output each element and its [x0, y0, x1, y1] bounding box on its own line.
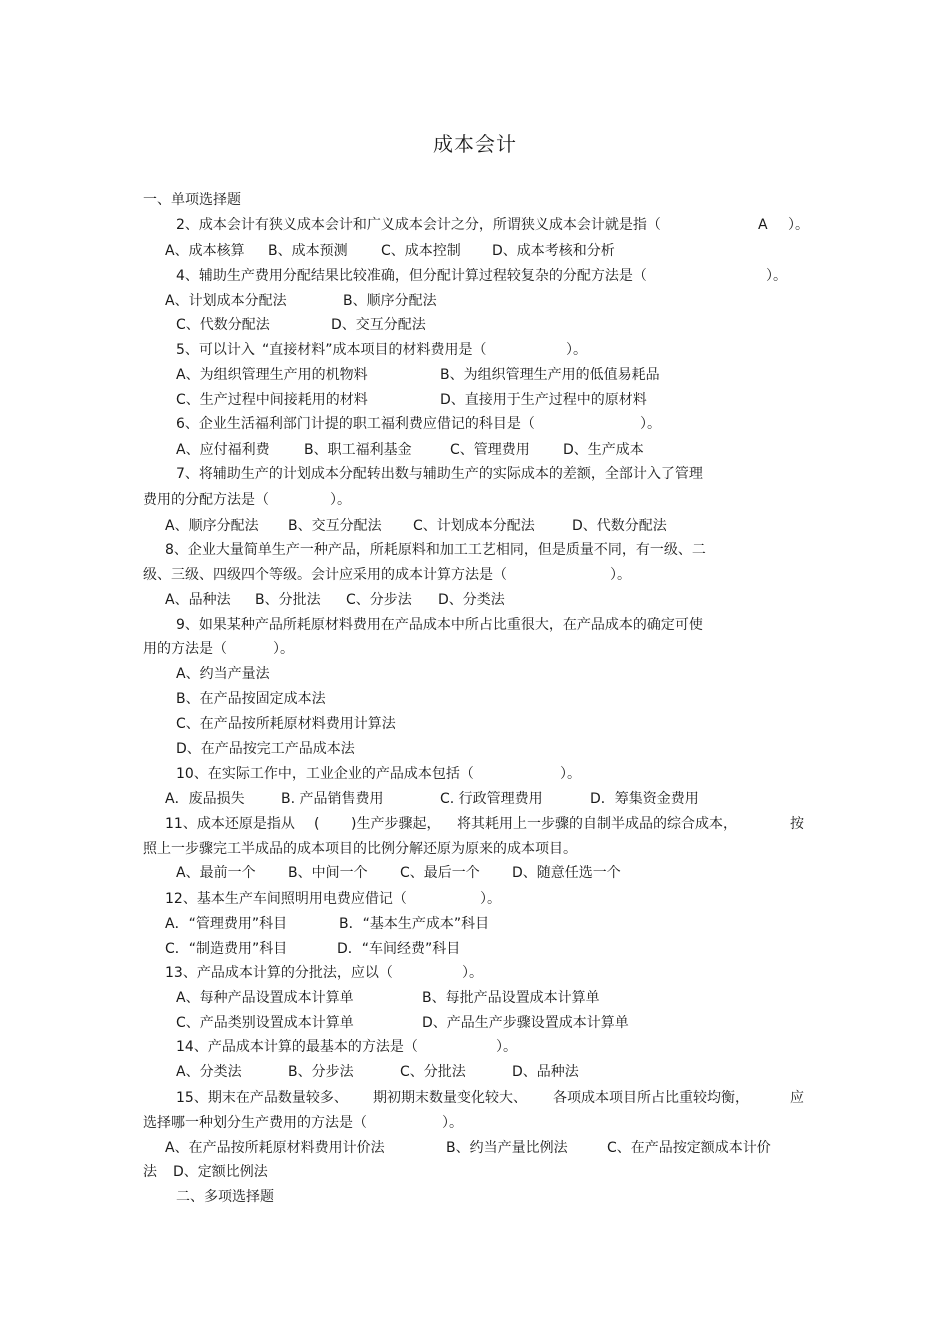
question-7-close: ）。: [330, 492, 351, 508]
page-title: 成本会计: [433, 132, 517, 156]
question-15-option-a: A、在产品按所耗原材料费用计价法: [165, 1140, 385, 1156]
question-5-option-a: A、为组织管理生产用的机物料: [176, 367, 368, 383]
question-12-option-c: C．“制造费用”科目: [165, 941, 288, 957]
question-6-option-d: D、生产成本: [563, 442, 644, 458]
question-15-option-d: D、定额比例法: [173, 1164, 268, 1180]
question-10-stem: 10、在实际工作中，工业企业的产品成本包括（: [176, 766, 474, 782]
question-7-option-b: B、交互分配法: [288, 518, 382, 534]
question-14-option-a: A、分类法: [176, 1064, 242, 1080]
question-2-close: ）。: [788, 217, 809, 233]
question-8-line-2: 级、三级、四级四个等级。会计应采用的成本计算方法是（: [143, 567, 507, 583]
question-7-option-c: C、计划成本分配法: [413, 518, 535, 534]
question-11-line-2: 照上一步骤完工半成品的成本项目的比例分解还原为原来的成本项目。: [143, 841, 577, 857]
question-13-stem: 13、产品成本计算的分批法，应以（: [165, 965, 393, 981]
question-5-option-b: B、为组织管理生产用的低值易耗品: [440, 367, 660, 383]
question-15-option-c: C、在产品按定额成本计价: [607, 1140, 771, 1156]
question-8-option-d: D、分类法: [438, 592, 505, 608]
question-7-line-1: 7、将辅助生产的计划成本分配转出数与辅助生产的实际成本的差额，全部计入了管理: [176, 466, 703, 482]
question-2-answer: A: [758, 217, 768, 233]
question-11-line-1d: 将其耗用上一步骤的自制半成品的综合成本，: [457, 816, 737, 832]
question-13-option-c: C、产品类别设置成本计算单: [176, 1015, 354, 1031]
question-15-option-b: B、约当产量比例法: [446, 1140, 568, 1156]
question-2-option-c: C、成本控制: [381, 243, 461, 259]
question-6-option-b: B、职工福利基金: [304, 442, 412, 458]
question-11-line-1c: )生产步骤起，: [351, 816, 441, 832]
question-8-line-1: 8、企业大量简单生产一种产品，所耗原料和加工工艺相同，但是质量不同，有一级、二: [165, 542, 706, 558]
question-15-option-c-cont: 法: [143, 1164, 157, 1180]
question-15-line-2: 选择哪一种划分生产费用的方法是（: [143, 1115, 367, 1131]
question-5-stem-b: “直接材料”成本项目的材料费用是（: [262, 342, 487, 358]
question-10-close: ）。: [560, 766, 581, 782]
question-11-option-c: C、最后一个: [400, 865, 480, 881]
question-14-option-d: D、品种法: [512, 1064, 579, 1080]
question-11-option-d: D、随意任选一个: [512, 865, 621, 881]
question-13-option-b: B、每批产品设置成本计算单: [422, 990, 600, 1006]
question-15-close: ）。: [442, 1115, 463, 1131]
question-8-option-b: B、分批法: [255, 592, 321, 608]
section-heading-single-choice: 一、单项选择题: [143, 192, 241, 208]
question-14-option-b: B、分步法: [288, 1064, 354, 1080]
question-13-close: ）。: [462, 965, 483, 981]
question-6-close: ）。: [640, 416, 661, 432]
question-8-option-a: A、品种法: [165, 592, 231, 608]
question-12-option-d: D．“车间经费”科目: [337, 941, 461, 957]
question-14-stem: 14、产品成本计算的最基本的方法是（: [176, 1039, 418, 1055]
question-2-option-b: B、成本预测: [268, 243, 348, 259]
question-9-option-d: D、在产品按完工产品成本法: [176, 741, 355, 757]
question-10-option-a: A．废品损失: [165, 791, 245, 807]
question-4-option-a: A、计划成本分配法: [165, 293, 287, 309]
question-5-close: ）。: [566, 342, 587, 358]
question-2-option-d: D、成本考核和分析: [492, 243, 615, 259]
question-11-line-1e: 按: [790, 816, 804, 832]
question-8-close: ）。: [610, 567, 631, 583]
question-4-option-d: D、交互分配法: [331, 317, 426, 333]
question-2-stem: 2、成本会计有狭义成本会计和广义成本会计之分，所谓狭义成本会计就是指（: [176, 217, 661, 233]
question-15-line-1d: 应: [790, 1090, 804, 1106]
question-6-option-a: A、应付福利费: [176, 442, 270, 458]
question-4-stem: 4、辅助生产费用分配结果比较准确，但分配计算过程较复杂的分配方法是（: [176, 268, 647, 284]
question-15-line-1b: 期初期末数量变化较大、: [373, 1090, 527, 1106]
question-11-line-1a: 11、成本还原是指从: [165, 816, 295, 832]
question-5-stem-a: 5、可以计入: [176, 342, 255, 358]
question-9-option-b: B、在产品按固定成本法: [176, 691, 326, 707]
question-12-stem: 12、基本生产车间照明用电费应借记（: [165, 891, 407, 907]
question-13-option-a: A、每种产品设置成本计算单: [176, 990, 354, 1006]
question-14-option-c: C、分批法: [400, 1064, 466, 1080]
question-11-line-1b: (: [314, 816, 320, 832]
question-12-option-a: A．“管理费用”科目: [165, 916, 288, 932]
question-15-line-1a: 15、期末在产品数量较多、: [176, 1090, 348, 1106]
question-13-option-d: D、产品生产步骤设置成本计算单: [422, 1015, 629, 1031]
question-9-close: ）。: [273, 641, 294, 657]
question-11-option-a: A、最前一个: [176, 865, 256, 881]
question-5-option-d: D、直接用于生产过程中的原材料: [440, 392, 647, 408]
question-2-option-a: A、成本核算: [165, 243, 245, 259]
question-4-close: ）。: [766, 268, 787, 284]
question-10-option-c: C. 行政管理费用: [440, 791, 543, 807]
question-12-option-b: B．“基本生产成本”科目: [339, 916, 490, 932]
question-9-line-2: 用的方法是（: [143, 641, 227, 657]
question-7-option-d: D、代数分配法: [572, 518, 667, 534]
question-7-line-2: 费用的分配方法是（: [143, 492, 269, 508]
question-9-option-a: A、约当产量法: [176, 666, 270, 682]
question-9-line-1: 9、如果某种产品所耗原材料费用在产品成本中所占比重很大，在产品成本的确定可使: [176, 617, 703, 633]
question-7-option-a: A、顺序分配法: [165, 518, 259, 534]
question-12-close: ）。: [480, 891, 501, 907]
question-4-option-c: C、代数分配法: [176, 317, 270, 333]
question-10-option-b: B. 产品销售费用: [281, 791, 384, 807]
question-6-option-c: C、管理费用: [450, 442, 530, 458]
question-14-close: ）。: [496, 1039, 517, 1055]
question-8-option-c: C、分步法: [346, 592, 412, 608]
question-5-option-c: C、生产过程中间接耗用的材料: [176, 392, 368, 408]
question-4-option-b: B、顺序分配法: [343, 293, 437, 309]
question-6-stem: 6、企业生活福利部门计提的职工福利费应借记的科目是（: [176, 416, 535, 432]
question-11-option-b: B、中间一个: [288, 865, 368, 881]
section-heading-multiple-choice: 二、多项选择题: [176, 1189, 274, 1205]
question-9-option-c: C、在产品按所耗原材料费用计算法: [176, 716, 396, 732]
question-15-line-1c: 各项成本项目所占比重较均衡，: [553, 1090, 749, 1106]
question-10-option-d: D．筹集资金费用: [590, 791, 699, 807]
